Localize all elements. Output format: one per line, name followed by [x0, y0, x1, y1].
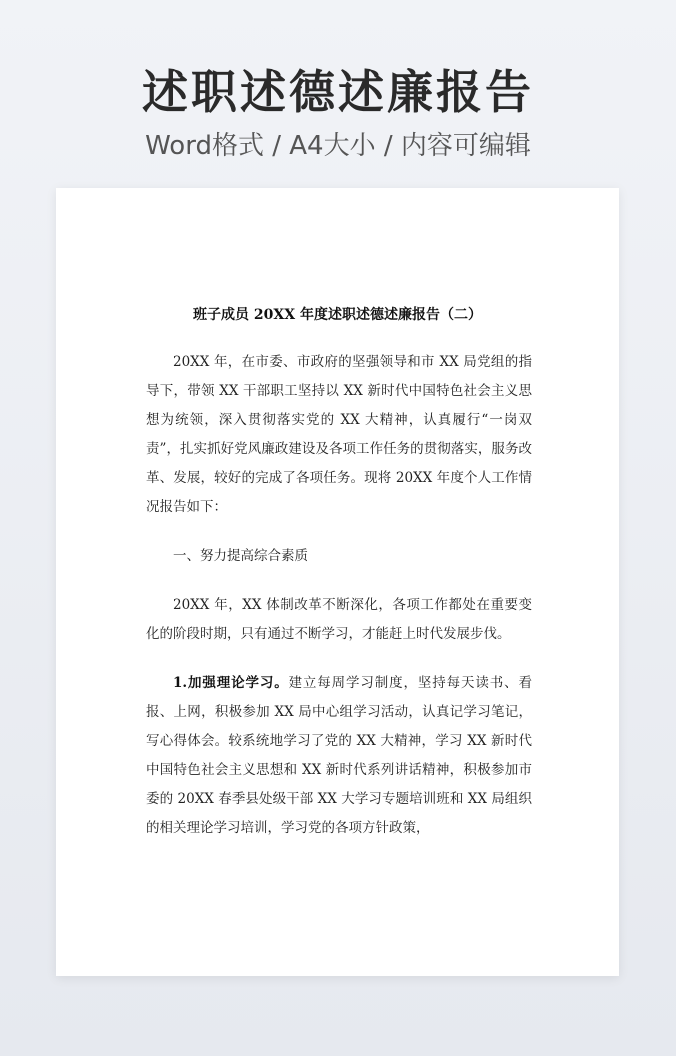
section-heading: 一、努力提高综合素质: [173, 548, 308, 564]
document-page: [56, 188, 619, 976]
paragraph-intro: 20XX 年，在市委、市政府的坚强领导和市 XX 局党组的指导下，带领 XX 干部职工坚持以 XX 新时代中国特色社会主义思想为统领，深入贯彻落实党的 XX 大精神，认真履行“一岗双责”，扎实抓好党风廉政建设及各项工作任务的贯彻落实，服务改革、发展，较好的完成了各项任务。现将 20XX 年度个人工作情况报告如下：: [146, 354, 532, 515]
paragraph-reform: 20XX 年，XX 体制改革不断深化，各项工作都处在重要变化的阶段时期，只有通过不断学习，才能赶上时代发展步伐。: [146, 597, 532, 642]
banner-title: 述职述德述廉报告: [142, 65, 534, 119]
paragraph-study-body: 建立每周学习制度，坚持每天读书、看报、上网，积极参加 XX 局中心组学习活动，认真记学习笔记，写心得体会。较系统地学习了党的 XX 大精神，学习 XX 新时代中国特色社会主义思想和 XX 新时代系列讲话精神，积极参加市委的 20XX 春季县处级干部 XX 大学习专题培训班和 XX 局组织的相关理论学习培训，学习党的各项方针政策，: [146, 675, 532, 836]
banner-subtitle: Word格式 / A4大小 / 内容可编辑: [145, 131, 531, 161]
paragraph-study: [146, 669, 532, 843]
document-title: 班子成员 20XX 年度述职述德述廉报告（二）: [193, 307, 482, 323]
paragraph-study-lead: 1.加强理论学习。: [173, 675, 289, 691]
document-body: [146, 348, 532, 863]
banner-header: [0, 60, 676, 164]
